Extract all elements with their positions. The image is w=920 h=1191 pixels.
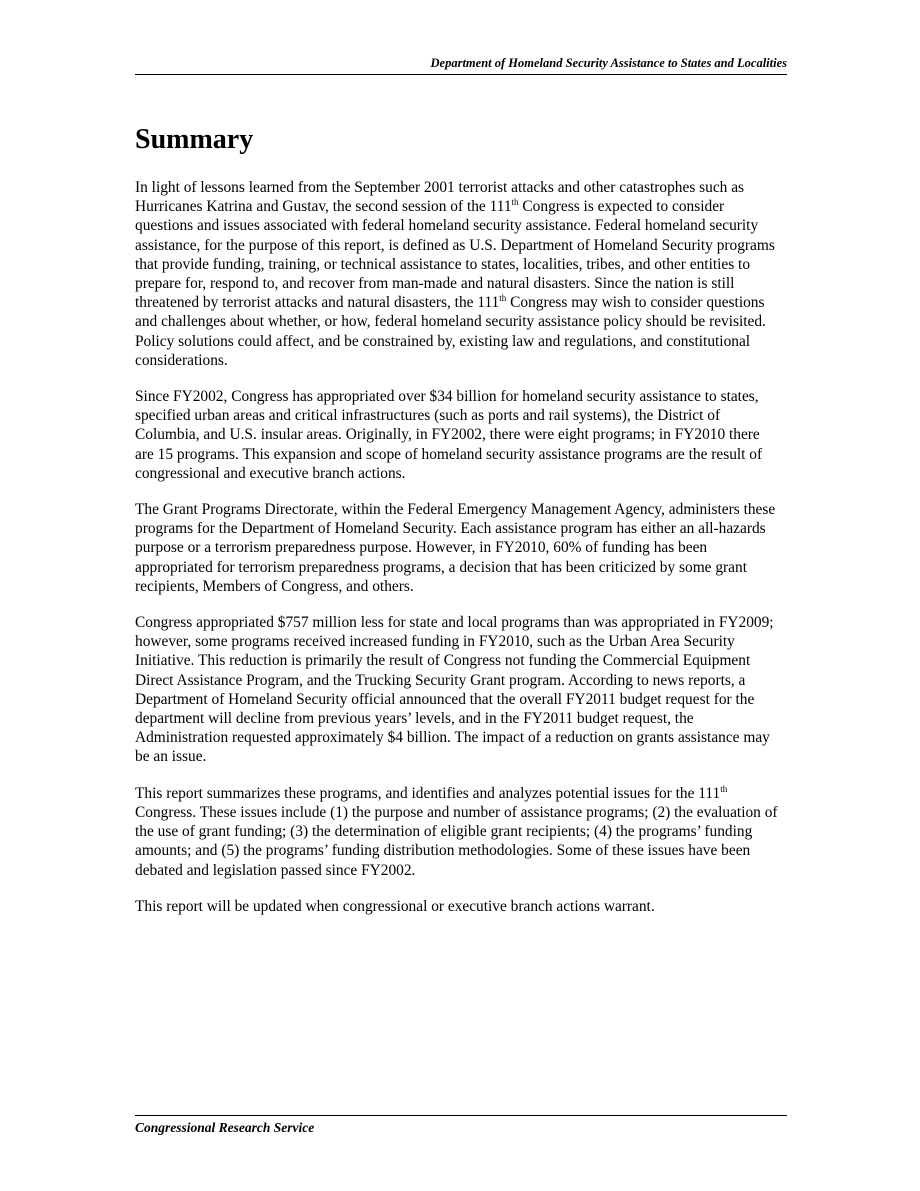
ordinal-suffix: th (511, 197, 519, 208)
p1-text-c: Congress may wish to consider questions and challenges about whether, or how, federal homeland security assistance policy should be revisited. Policy solutions could affect, and be constrained by, existing law and regulations, and constitutional considerations. (135, 294, 766, 369)
running-header: Department of Homeland Security Assistance to States and Localities (135, 56, 787, 75)
p5-text-b: Congress. These issues include (1) the purpose and number of assistance programs; (2) the evaluation of the use of grant funding; (3) the determination of eligible grant recipients; (4) the programs’ funding amounts; and (5) the programs’ funding distribution methodologies. Some of these issues have been debated and legislation passed since FY2002. (135, 803, 778, 879)
paragraph-4: Congress appropriated $757 million less for state and local programs than was appropriated in FY2009; however, some programs received increased funding in FY2010, such as the Urban Area Security Initiative. This reduction is primarily the result of Congress not funding the Commercial Equipment Direct Assistance Program, and the Trucking Security Grant program. According to news reports, a Department of Homeland Security official announced that the overall FY2011 budget request for the department will decline from previous years’ levels, and in the FY2011 budget request, the Administration requested approximately $4 billion. The impact of a reduction on grants assistance may be an issue. (135, 614, 774, 766)
ordinal-suffix: th (720, 783, 728, 794)
section-title: Summary (135, 124, 254, 155)
paragraph-6: This report will be updated when congressional or executive branch actions warrant. (135, 897, 655, 915)
paragraph-2: Since FY2002, Congress has appropriated over $34 billion for homeland security assistance to states, specified urban areas and critical infrastructures (such as ports and rail systems), the District of Columbia, and U.S. insular areas. Originally, in FY2002, there were eight programs; in FY2010 there are 15 programs. This expansion and scope of homeland security assistance programs are the result of congressional and executive branch actions. (135, 388, 763, 482)
ordinal-suffix: th (499, 293, 507, 304)
summary-body (135, 178, 780, 933)
footer-publisher: Congressional Research Service (135, 1120, 315, 1135)
paragraph-1 (135, 178, 780, 370)
p1-text-b: Congress is expected to consider questions and issues associated with federal homeland security assistance. Federal homeland security assistance, for the purpose of this report, is defined as U.S. Department of Homeland Security programs that provide funding, training, or technical assistance to states, localities, tribes, and other entities to prepare for, respond to, and recover from man-made and natural disasters. Since the nation is still threatened by terrorist attacks and natural disasters, the 111 (135, 198, 775, 312)
p1-text-a: In light of lessons learned from the September 2001 terrorist attacks and other catastrophes such as Hurricanes Katrina and Gustav, the second session of the 111 (135, 179, 745, 216)
paragraph-3: The Grant Programs Directorate, within the Federal Emergency Management Agency, administers these programs for the Department of Homeland Security. Each assistance program has either an all-hazards purpose or a terrorism preparedness purpose. However, in FY2010, 60% of funding has been appropriated for terrorism preparedness programs, a decision that has been criticized by some grant recipients, Members of Congress, and others. (135, 501, 776, 595)
footer-rule (135, 1115, 787, 1116)
paragraph-5 (135, 784, 780, 880)
p5-text-a: This report summarizes these programs, and identifies and analyzes potential issues for the 111 (135, 784, 721, 802)
